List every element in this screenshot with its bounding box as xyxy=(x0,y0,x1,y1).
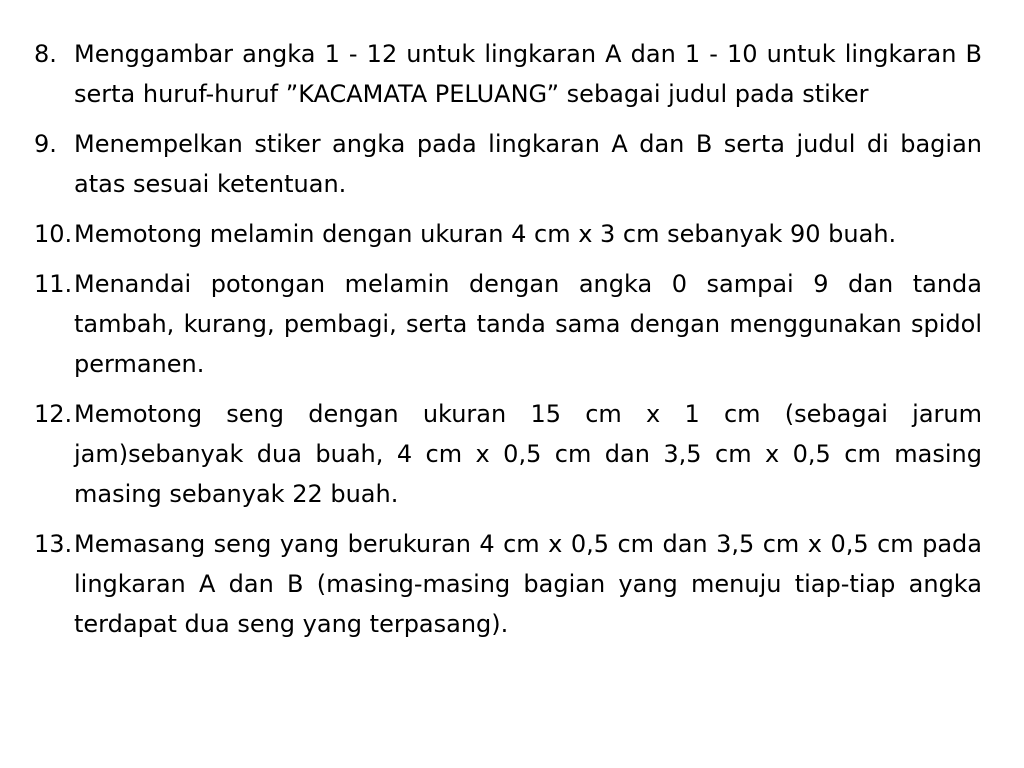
list-item xyxy=(34,214,982,254)
list-item xyxy=(34,124,982,204)
step-text: Memasang seng yang berukuran 4 cm x 0,5 cm dan 3,5 cm x 0,5 cm pada lingkaran A dan B (masing-masing bagian yang menuju tiap-tiap angka terdapat dua seng yang terpasang). xyxy=(74,530,982,638)
list-item xyxy=(34,524,982,644)
step-text: Menggambar angka 1 - 12 untuk lingkaran A dan 1 - 10 untuk lingkaran B serta huruf-huruf ”KACAMATA PELUANG” sebagai judul pada stiker xyxy=(74,40,982,108)
step-number: 9. xyxy=(34,130,57,158)
step-number: 8. xyxy=(34,40,57,68)
step-text: Menempelkan stiker angka pada lingkaran A dan B serta judul di bagian atas sesuai ketentuan. xyxy=(74,130,982,198)
step-number: 13. xyxy=(34,530,73,558)
step-number: 11. xyxy=(34,270,73,298)
numbered-step-list xyxy=(34,34,982,644)
step-number: 10. xyxy=(34,220,73,248)
step-text: Memotong melamin dengan ukuran 4 cm x 3 cm sebanyak 90 buah. xyxy=(74,220,897,248)
list-item xyxy=(34,34,982,114)
list-item xyxy=(34,394,982,514)
step-text: Menandai potongan melamin dengan angka 0 sampai 9 dan tanda tambah, kurang, pembagi, serta tanda sama dengan menggunakan spidol permanen. xyxy=(74,270,982,378)
list-item xyxy=(34,264,982,384)
step-number: 12. xyxy=(34,400,73,428)
step-text: Memotong seng dengan ukuran 15 cm x 1 cm (sebagai jarum jam)sebanyak dua buah, 4 cm x 0,5 cm dan 3,5 cm x 0,5 cm masing masing sebanyak 22 buah. xyxy=(74,400,982,508)
